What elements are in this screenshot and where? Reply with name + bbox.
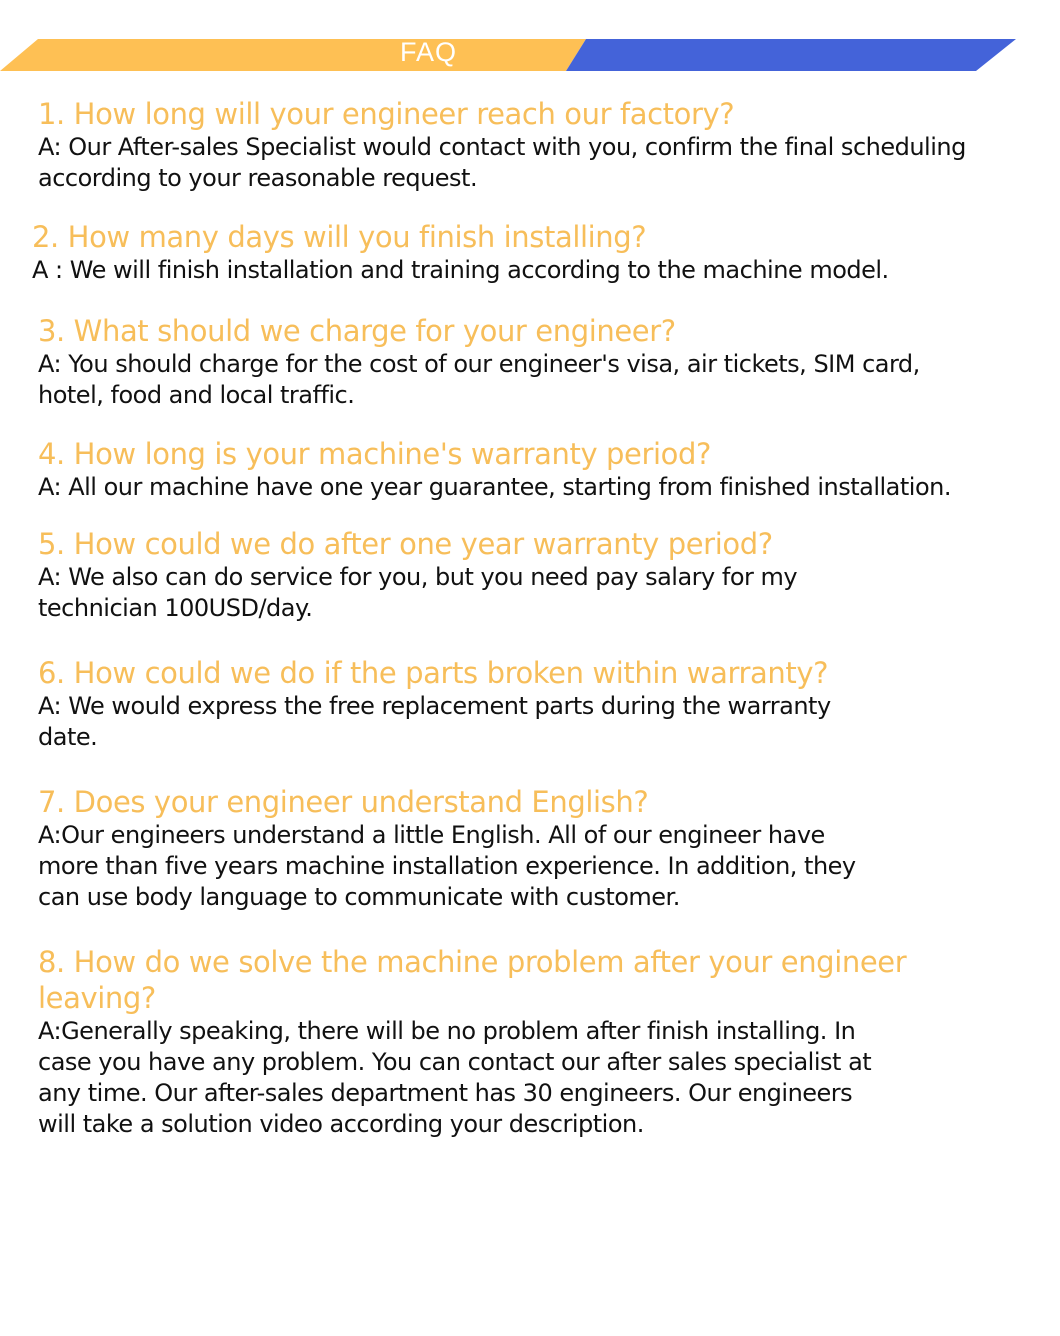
faq-question: 1. How long will your engineer reach our factory?: [38, 97, 735, 131]
faq-question: 2. How many days will you finish installing?: [32, 220, 647, 254]
banner-shape: [0, 39, 1060, 71]
faq-question: 8. How do we solve the machine problem after your engineer leaving?: [38, 945, 907, 1015]
banner-left-band: [0, 39, 586, 71]
faq-banner: [0, 39, 1060, 71]
faq-answer: A: You should charge for the cost of our engineer's visa, air tickets, SIM card, hotel, food and local traffic.: [38, 350, 920, 409]
banner-right-band: [566, 39, 1016, 71]
faq-answer: A: We would express the free replacement parts during the warranty date.: [38, 692, 831, 751]
faq-answer: A : We will finish installation and training according to the machine model.: [32, 256, 889, 284]
faq-item-1: [38, 96, 1028, 194]
faq-answer: A: All our machine have one year guarantee, starting from finished installation.: [38, 473, 951, 501]
faq-item-6: [38, 655, 1028, 753]
faq-answer: A: We also can do service for you, but you need pay salary for my technician 100USD/day.: [38, 563, 798, 622]
faq-item-4: [38, 436, 1028, 503]
faq-item-5: [38, 526, 1028, 624]
faq-item-8: [38, 944, 1028, 1140]
faq-question: 5. How could we do after one year warranty period?: [38, 527, 773, 561]
faq-question: 6. How could we do if the parts broken within warranty?: [38, 656, 829, 690]
faq-answer: A:Generally speaking, there will be no problem after finish installing. In case you have any problem. You can contact our after sales specialist at any time. Our after-sales department has 30 engineers. Our engineers will take a solution video according your description.: [38, 1017, 872, 1138]
faq-question: 7. Does your engineer understand English?: [38, 785, 649, 819]
faq-item-3: [38, 313, 1028, 411]
faq-answer: A:Our engineers understand a little English. All of our engineer have more than five years machine installation experience. In addition, they can use body language to communicate with customer.: [38, 821, 856, 911]
faq-answer: A: Our After-sales Specialist would contact with you, confirm the final scheduling according to your reasonable request.: [38, 133, 966, 192]
faq-item-7: [38, 784, 1028, 913]
faq-item-2: [32, 219, 1022, 286]
faq-question: 3. What should we charge for your engineer?: [38, 314, 676, 348]
faq-question: 4. How long is your machine's warranty period?: [38, 437, 712, 471]
faq-title: FAQ: [400, 37, 458, 67]
